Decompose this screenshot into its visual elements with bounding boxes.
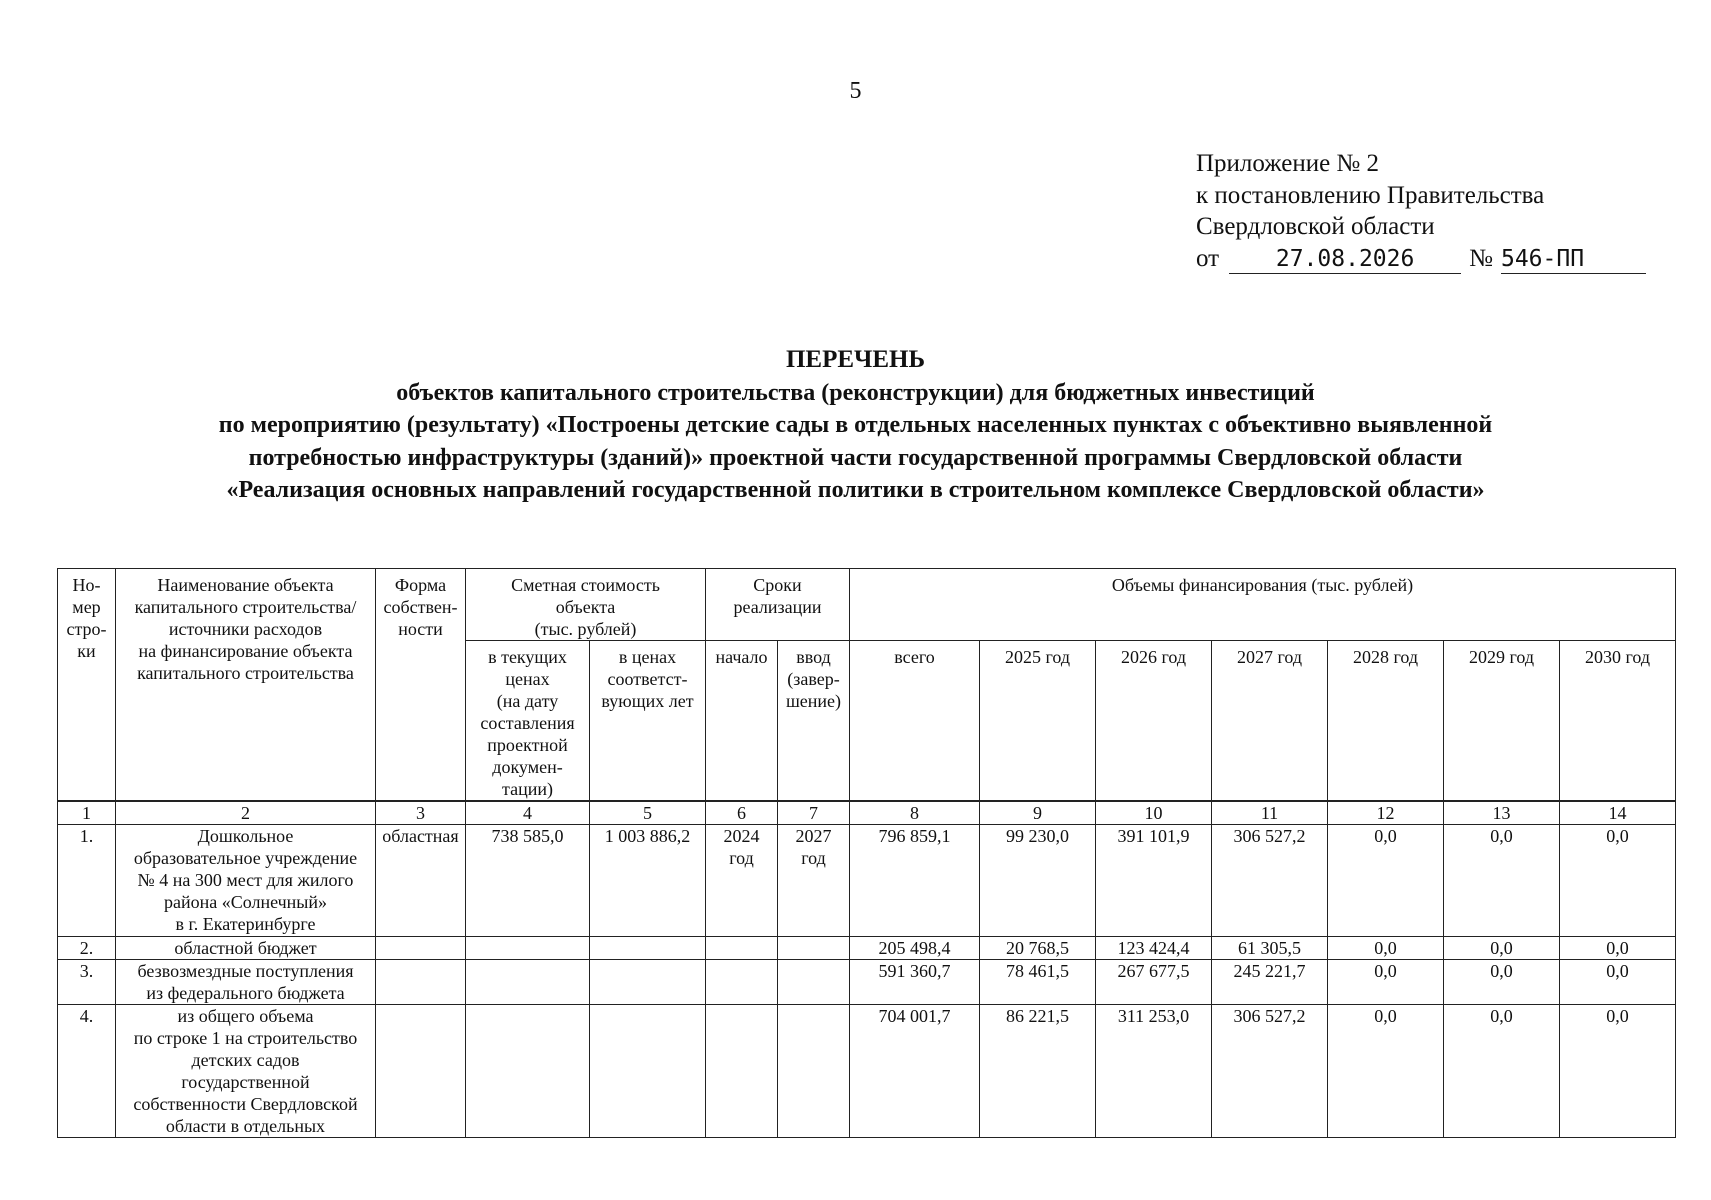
amount-2025: 78 461,5 <box>980 960 1096 1005</box>
start-year <box>706 937 778 960</box>
amount-2025: 20 768,5 <box>980 937 1096 960</box>
amount-2030: 0,0 <box>1560 1005 1676 1138</box>
column-number: 12 <box>1328 802 1444 825</box>
total: 796 859,1 <box>850 825 980 937</box>
end-year <box>778 1005 850 1138</box>
amount-2025: 99 230,0 <box>980 825 1096 937</box>
table-body <box>57 801 1676 1138</box>
cost-years <box>590 1005 706 1138</box>
start-year <box>706 1005 778 1138</box>
amount-2026: 311 253,0 <box>1096 1005 1212 1138</box>
header-ownership: Форма собствен- ности <box>376 569 466 801</box>
header-total: всего <box>850 641 980 801</box>
total: 591 360,7 <box>850 960 980 1005</box>
column-number: 8 <box>850 802 980 825</box>
end-year <box>778 960 850 1005</box>
column-number: 11 <box>1212 802 1328 825</box>
document-title <box>60 344 1651 507</box>
column-number: 7 <box>778 802 850 825</box>
header-funding: Объемы финансирования (тыс. рублей) <box>850 569 1676 641</box>
column-number-row <box>58 802 1676 825</box>
amount-2029: 0,0 <box>1444 1005 1560 1138</box>
column-number: 2 <box>116 802 376 825</box>
column-number: 1 <box>58 802 116 825</box>
amount-2026: 391 101,9 <box>1096 825 1212 937</box>
amount-2027: 61 305,5 <box>1212 937 1328 960</box>
header-row-number: Но- мер стро- ки <box>58 569 116 801</box>
cost-years <box>590 937 706 960</box>
table-row <box>58 937 1676 960</box>
appendix-line-3: Свердловской области <box>1196 213 1435 240</box>
title-line-1: объектов капитального строительства (реконструкции) для бюджетных инвестиций <box>396 379 1315 406</box>
number-sign: № <box>1469 244 1493 272</box>
cost-current <box>466 937 590 960</box>
cost-current <box>466 960 590 1005</box>
start-year: 2024 год <box>706 825 778 937</box>
appendix-date-line <box>1196 243 1646 275</box>
object-name: Дошкольное образовательное учреждение № 4 на 300 мест для жилого района «Солнечный» в г. Екатеринбурге <box>116 825 376 937</box>
header-cost-current: в текущих ценах (на дату составления проектной докумен- тации) <box>466 641 590 801</box>
table-row <box>58 1005 1676 1138</box>
appendix-block <box>1196 148 1646 274</box>
total: 704 001,7 <box>850 1005 980 1138</box>
column-number: 13 <box>1444 802 1560 825</box>
amount-2026: 123 424,4 <box>1096 937 1212 960</box>
object-name: из общего объема по строке 1 на строительство детских садов государственной собственности Свердловской области в отдельных <box>116 1005 376 1138</box>
column-number: 6 <box>706 802 778 825</box>
object-name: безвозмездные поступления из федерального бюджета <box>116 960 376 1005</box>
amount-2028: 0,0 <box>1328 825 1444 937</box>
column-number: 4 <box>466 802 590 825</box>
header-2026: 2026 год <box>1096 641 1212 801</box>
header-end: ввод (завер- шение) <box>778 641 850 801</box>
amount-2028: 0,0 <box>1328 937 1444 960</box>
column-number: 9 <box>980 802 1096 825</box>
amount-2030: 0,0 <box>1560 937 1676 960</box>
row-number: 2. <box>58 937 116 960</box>
amount-2025: 86 221,5 <box>980 1005 1096 1138</box>
title-heading: ПЕРЕЧЕНЬ <box>785 346 926 373</box>
column-number: 3 <box>376 802 466 825</box>
page-number: 5 <box>849 78 862 104</box>
cost-years: 1 003 886,2 <box>590 825 706 937</box>
start-year <box>706 960 778 1005</box>
ownership <box>376 1005 466 1138</box>
cost-years <box>590 960 706 1005</box>
title-line-2: по мероприятию (результату) «Построены детские сады в отдельных населенных пунктах с объективно выявленной <box>218 412 1493 438</box>
amount-2029: 0,0 <box>1444 960 1560 1005</box>
header-2029: 2029 год <box>1444 641 1560 801</box>
amount-2029: 0,0 <box>1444 825 1560 937</box>
ownership: областная <box>376 825 466 937</box>
header-2027: 2027 год <box>1212 641 1328 801</box>
amount-2027: 245 221,7 <box>1212 960 1328 1005</box>
title-line-3: потребностью инфраструктуры (зданий)» проектной части государственной программы Свердловской области <box>248 444 1463 471</box>
decree-number: 546-ПП <box>1501 246 1646 274</box>
end-year: 2027 год <box>778 825 850 937</box>
row-number: 3. <box>58 960 116 1005</box>
header-estimated-cost: Сметная стоимость объекта (тыс. рублей) <box>466 569 706 641</box>
header-terms: Сроки реализации <box>706 569 850 641</box>
title-line-4: «Реализация основных направлений государственной политики в строительном комплексе Свердловской области» <box>226 477 1485 503</box>
table-header <box>57 568 1676 801</box>
header-object-name: Наименование объекта капитального строительства/ источники расходов на финансирование объекта капитального строительства <box>116 569 376 801</box>
row-number: 1. <box>58 825 116 937</box>
amount-2027: 306 527,2 <box>1212 825 1328 937</box>
header-start: начало <box>706 641 778 801</box>
amount-2030: 0,0 <box>1560 960 1676 1005</box>
from-label: от <box>1196 244 1220 272</box>
cost-current: 738 585,0 <box>466 825 590 937</box>
column-number: 14 <box>1560 802 1676 825</box>
row-number: 4. <box>58 1005 116 1138</box>
appendix-line-2: к постановлению Правительства <box>1196 181 1545 209</box>
amount-2030: 0,0 <box>1560 825 1676 937</box>
end-year <box>778 937 850 960</box>
amount-2026: 267 677,5 <box>1096 960 1212 1005</box>
column-number: 10 <box>1096 802 1212 825</box>
column-number: 5 <box>590 802 706 825</box>
header-2030: 2030 год <box>1560 641 1676 801</box>
amount-2027: 306 527,2 <box>1212 1005 1328 1138</box>
header-cost-years: в ценах соответст- вующих лет <box>590 641 706 801</box>
amount-2028: 0,0 <box>1328 1005 1444 1138</box>
amount-2028: 0,0 <box>1328 960 1444 1005</box>
amount-2029: 0,0 <box>1444 937 1560 960</box>
header-2025: 2025 год <box>980 641 1096 801</box>
header-2028: 2028 год <box>1328 641 1444 801</box>
table-row <box>58 960 1676 1005</box>
total: 205 498,4 <box>850 937 980 960</box>
ownership <box>376 960 466 1005</box>
ownership <box>376 937 466 960</box>
table-row <box>58 825 1676 937</box>
decree-date: 27.08.2026 <box>1229 246 1461 274</box>
appendix-title: Приложение № 2 <box>1196 150 1380 177</box>
cost-current <box>466 1005 590 1138</box>
object-name: областной бюджет <box>116 937 376 960</box>
